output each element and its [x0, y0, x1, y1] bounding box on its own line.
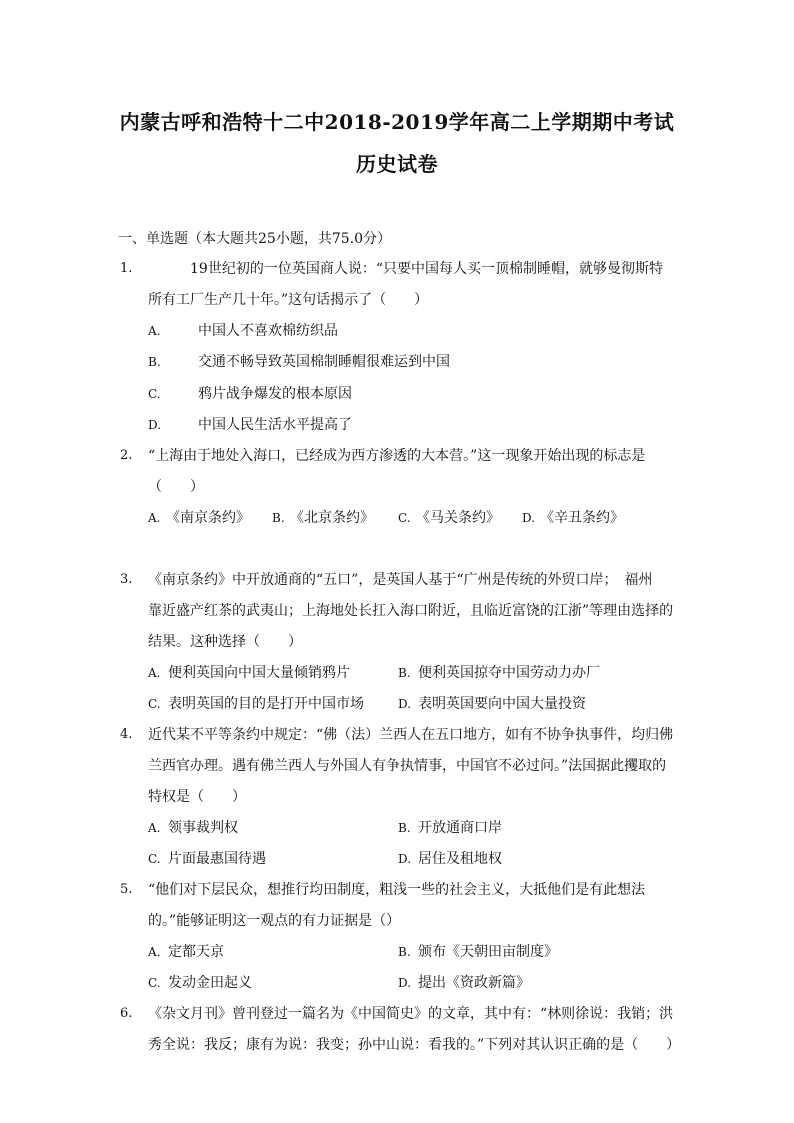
question-text: 《南京条约》中开放通商的“五口”，是英国人基于“广州是传统的外贸口岸； 福州 — [148, 572, 653, 588]
question-text: “他们对下层民众，想推行均田制度，粗浅一些的社会主义，大抵他们是有此想法 — [148, 882, 646, 898]
question-text: 所有工厂生产几十年。”这句话揭示了（ ） — [148, 292, 429, 308]
option-text: 《马关条约》 — [416, 510, 500, 526]
option-letter: D. — [398, 852, 412, 866]
question-text: 《杂文月刊》曾刊登过一篇名为《中国简史》的文章，其中有：“林则徐说：我销；洪 — [148, 1006, 674, 1022]
question-text: 的。”能够证明这一观点的有力证据是（） — [148, 913, 401, 929]
option-text: 《辛丑条约》 — [540, 510, 624, 526]
exam-subject: 历史试卷 — [356, 152, 438, 176]
option-text: 领事裁判权 — [168, 820, 238, 836]
question-text: （ ） — [148, 479, 204, 495]
option-text: 定都天京 — [168, 944, 224, 960]
question-number: 3. — [120, 572, 133, 587]
option-text: 居住及租地权 — [418, 851, 502, 867]
option-text: 《北京条约》 — [290, 510, 374, 526]
option-text: 中国人民生活水平提高了 — [198, 417, 352, 433]
option-letter: C. — [148, 852, 161, 866]
option-text: 颁布《天朝田亩制度》 — [418, 944, 558, 960]
option-text: 便利英国向中国大量倾销鸦片 — [168, 665, 350, 681]
question-text: 特权是（ ） — [148, 789, 246, 805]
option-text: 交通不畅导致英国棉制睡帽很难运到中国 — [198, 354, 450, 370]
question-text: 近代某不平等条约中规定：“佛（法）兰西人在五口地方，如有不协争执事件，均归佛 — [148, 727, 674, 743]
option-letter: B. — [398, 945, 411, 959]
option-text: 《南京条约》 — [166, 510, 250, 526]
option-letter: A. — [148, 511, 161, 525]
option-letter: D. — [398, 976, 412, 990]
question-text: 靠近盛产红茶的武夷山；上海地处长扛入海口附近，且临近富饶的江浙”等理由选择的 — [148, 603, 674, 619]
option-text: 表明英国要向中国大量投资 — [418, 696, 586, 712]
exam-title: 内蒙古呼和浩特十二中2018-2019学年高二上学期期中考试 — [119, 110, 675, 134]
question-number: 1. — [120, 261, 133, 276]
question-text: “上海由于地处入海口，已经成为西方渗透的大本营。”这一现象开始出现的标志是 — [148, 448, 646, 464]
option-letter: B. — [398, 821, 411, 835]
option-letter: C. — [148, 387, 161, 401]
option-letter: A. — [148, 324, 161, 338]
option-text: 提出《资政新篇》 — [418, 975, 530, 991]
option-text: 发动金田起义 — [168, 975, 252, 991]
option-letter: B. — [148, 355, 161, 369]
option-letter: A. — [148, 945, 161, 959]
option-letter: B. — [398, 666, 411, 680]
question-number: 2. — [120, 448, 133, 463]
option-letter: D. — [398, 697, 412, 711]
question-number: 4. — [120, 727, 133, 742]
option-letter: C. — [398, 511, 411, 525]
option-text: 开放通商口岸 — [418, 820, 502, 836]
question-number: 5. — [120, 882, 133, 897]
option-letter: A. — [148, 666, 161, 680]
section-heading: 一、单选题（本大题共25小题，共75.0分） — [118, 231, 391, 247]
option-letter: D. — [522, 511, 536, 525]
option-text: 便利英国掠夺中国劳动力办厂 — [418, 665, 600, 681]
question-text: 19世纪初的一位英国商人说：“只要中国每人买一顶棉制睡帽，就够曼彻斯特 — [190, 261, 663, 277]
option-text: 鸦片战争爆发的根本原因 — [198, 386, 352, 402]
option-text: 中国人不喜欢棉纺织品 — [198, 323, 338, 339]
question-number: 6. — [120, 1006, 133, 1021]
question-text: 秀全说：我反；康有为说：我变；孙中山说：看我的。”下列对其认识正确的是（ ） — [148, 1037, 681, 1053]
option-letter: C. — [148, 976, 161, 990]
option-letter: C. — [148, 697, 161, 711]
option-text: 片面最惠国待遇 — [168, 851, 266, 867]
option-letter: D. — [148, 418, 162, 432]
option-text: 表明英国的目的是打开中国市场 — [168, 696, 364, 712]
option-letter: A. — [148, 821, 161, 835]
question-text: 兰西官办理。遇有佛兰西人与外国人有争执情事，中国官不必过问。”法国据此攫取的 — [148, 758, 667, 774]
question-text: 结果。这种选择（ ） — [148, 634, 302, 650]
option-letter: B. — [272, 511, 285, 525]
